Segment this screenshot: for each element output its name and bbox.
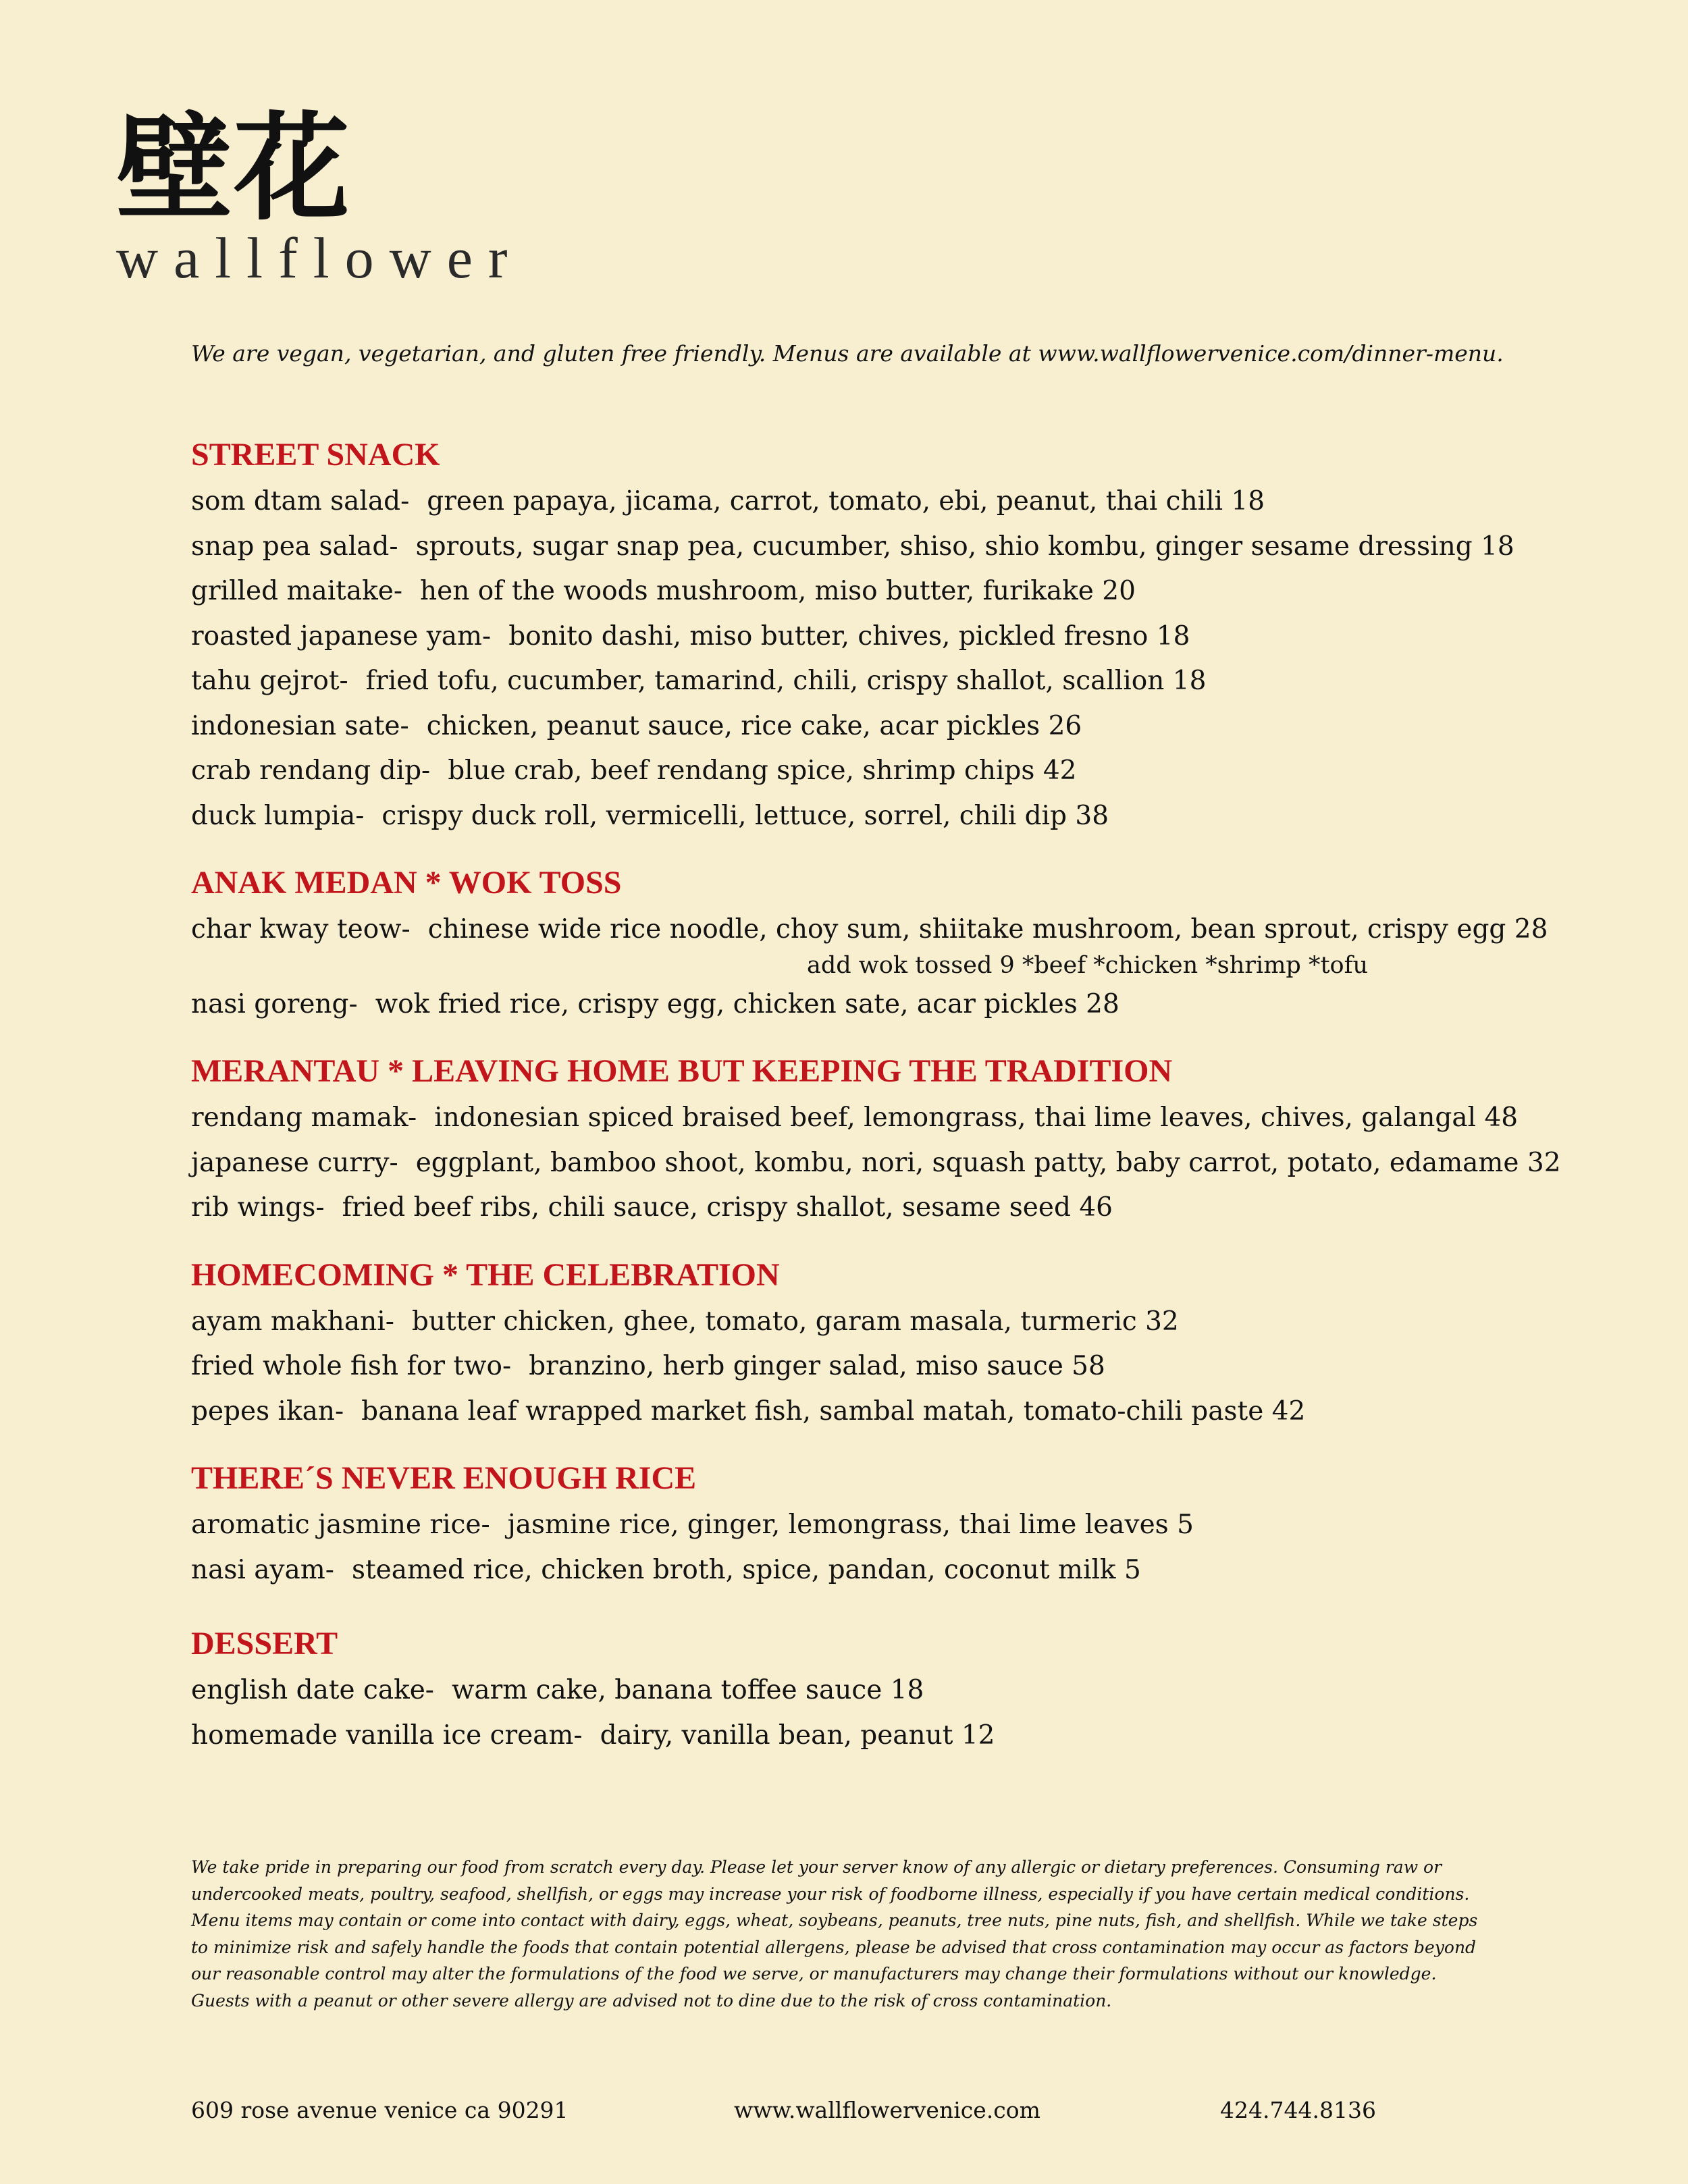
item-description: fried beef ribs, chili sauce, crispy shallot, sesame seed 46: [342, 1192, 1113, 1223]
item-description: wok fried rice, crispy egg, chicken sate, acar pickles 28: [375, 988, 1119, 1019]
menu-section: [191, 1251, 1582, 1435]
menu-item: [191, 1344, 1582, 1389]
item-name: tahu gejrot-: [191, 666, 348, 696]
item-name: rib wings-: [191, 1192, 325, 1223]
menu-item: [191, 1503, 1582, 1548]
section-title: MERANTAU * LEAVING HOME BUT KEEPING THE TRADITION: [191, 1053, 1173, 1089]
item-name: fried whole fish for two-: [191, 1351, 512, 1381]
menu-item: [191, 1668, 1582, 1713]
menu-item: [191, 794, 1582, 839]
spacer: [191, 1027, 1582, 1047]
item-name: nasi ayam-: [191, 1554, 334, 1585]
item-name: rendang mamak-: [191, 1102, 417, 1133]
menu-item: [191, 659, 1582, 704]
footer-phone: 424.744.8136: [1220, 2097, 1376, 2123]
item-description: chinese wide rice noodle, choy sum, shiitake mushroom, bean sprout, crispy egg 28: [427, 914, 1548, 944]
item-name: ayam makhani-: [191, 1306, 394, 1337]
item-name: roasted japanese yam-: [191, 620, 492, 651]
item-name: duck lumpia-: [191, 800, 365, 831]
menu-item: [191, 1186, 1582, 1231]
item-description: eggplant, bamboo shoot, kombu, nori, squash patty, baby carrot, potato, edamame 32: [415, 1147, 1561, 1178]
item-addon: add wok tossed 9 *beef *chicken *shrimp *tofu: [807, 951, 1369, 979]
menu-section: [191, 1620, 1582, 1758]
menu-section: [191, 1047, 1582, 1231]
item-name: japanese curry-: [191, 1147, 398, 1178]
item-description: green papaya, jicama, carrot, tomato, ebi, peanut, thai chili 18: [427, 486, 1265, 516]
item-description: chicken, peanut sauce, rice cake, acar pickles 26: [426, 710, 1082, 741]
item-description: steamed rice, chicken broth, spice, pandan, coconut milk 5: [351, 1554, 1141, 1585]
item-name: nasi goreng-: [191, 988, 358, 1019]
item-name: pepes ikan-: [191, 1395, 344, 1427]
menu-item: [191, 1141, 1582, 1186]
footer-website-link[interactable]: www.wallflowervenice.com: [734, 2097, 1040, 2123]
item-name: crab rendang dip-: [191, 755, 431, 786]
item-description: butter chicken, ghee, tomato, garam masala, turmeric 32: [411, 1306, 1179, 1337]
menu-item: [191, 1300, 1582, 1345]
item-description: sprouts, sugar snap pea, cucumber, shiso, shio kombu, ginger sesame dressing 18: [415, 531, 1514, 562]
menu-item: [191, 569, 1582, 614]
menu-item: [191, 479, 1582, 525]
tagline: We are vegan, vegetarian, and gluten free friendly. Menus are available at www.wallflowervenice.com/dinner-menu.: [191, 340, 1504, 367]
item-description: hen of the woods mushroom, miso butter, furikake 20: [420, 576, 1136, 606]
spacer: [191, 1593, 1582, 1620]
menu: [191, 431, 1582, 1758]
allergy-disclaimer: We take pride in preparing our food from scratch every day. Please let your server know of any allergic or dietary preferences. Consuming raw or undercooked meats, poultry, seafood, shellfish, or eggs may increase your risk of foodborne illness, especially if you have certain medical conditions. Menu items may contain or come into contact with dairy, eggs, wheat, soybeans, peanuts, tree nuts, pine nuts, fish, and shellfish. While we take steps to minimize risk and safely handle the foods that contain potential allergens, please be advised that cross contamination may occur as factors beyond our reasonable control may alter the formulations of the food we serve, or manufacturers may change their formulations without our knowledge. Guests with a peanut or other severe allergy are advised not to dine due to the risk of cross contamination.: [191, 1857, 1478, 2010]
menu-item: [191, 749, 1582, 794]
section-title: ANAK MEDAN * WOK TOSS: [191, 865, 622, 901]
menu-section: [191, 431, 1582, 838]
logo-kanji: 壁花: [116, 101, 351, 236]
menu-item: [191, 1713, 1582, 1759]
menu-item: [191, 982, 1582, 1028]
section-title: DESSERT: [191, 1626, 338, 1661]
item-description: indonesian spiced braised beef, lemongrass, thai lime leaves, chives, galangal 48: [434, 1102, 1519, 1133]
item-name: grilled maitake-: [191, 576, 402, 606]
menu-item: [191, 1096, 1582, 1141]
item-description: warm cake, banana toffee sauce 18: [452, 1675, 924, 1705]
menu-item: [191, 614, 1582, 660]
item-name: homemade vanilla ice cream-: [191, 1720, 583, 1751]
item-name: indonesian sate-: [191, 710, 409, 741]
section-title: HOMECOMING * THE CELEBRATION: [191, 1256, 780, 1293]
spacer: [191, 1434, 1582, 1454]
item-description: bonito dashi, miso butter, chives, pickled fresno 18: [508, 620, 1190, 651]
item-name: aromatic jasmine rice-: [191, 1510, 490, 1540]
spacer: [191, 838, 1582, 859]
menu-item: [191, 525, 1582, 570]
menu-item: [191, 907, 1582, 953]
item-description: blue crab, beef rendang spice, shrimp chips 42: [448, 755, 1077, 786]
spacer: [191, 1231, 1582, 1251]
item-description: crispy duck roll, vermicelli, lettuce, sorrel, chili dip 38: [381, 800, 1109, 831]
item-description: jasmine rice, ginger, lemongrass, thai lime leaves 5: [507, 1510, 1194, 1540]
item-description: banana leaf wrapped market fish, sambal matah, tomato-chili paste 42: [361, 1395, 1306, 1427]
section-title: STREET SNACK: [191, 437, 440, 473]
footer-address: 609 rose avenue venice ca 90291: [191, 2097, 569, 2123]
item-name: som dtam salad-: [191, 486, 410, 516]
item-description: dairy, vanilla bean, peanut 12: [600, 1720, 995, 1751]
item-name: snap pea salad-: [191, 531, 398, 562]
menu-section: [191, 1454, 1582, 1593]
section-title: THERE´S NEVER ENOUGH RICE: [191, 1460, 697, 1496]
item-description: branzino, herb ginger salad, miso sauce 58: [529, 1351, 1105, 1381]
menu-item: [191, 1548, 1582, 1593]
item-description: fried tofu, cucumber, tamarind, chili, crispy shallot, scallion 18: [365, 666, 1207, 696]
logo-wordmark: wallflower: [116, 225, 523, 290]
item-name: english date cake-: [191, 1675, 434, 1705]
menu-item: [191, 704, 1582, 749]
menu-section: [191, 859, 1582, 1027]
item-name: char kway teow-: [191, 914, 411, 944]
menu-item: [191, 1389, 1582, 1435]
